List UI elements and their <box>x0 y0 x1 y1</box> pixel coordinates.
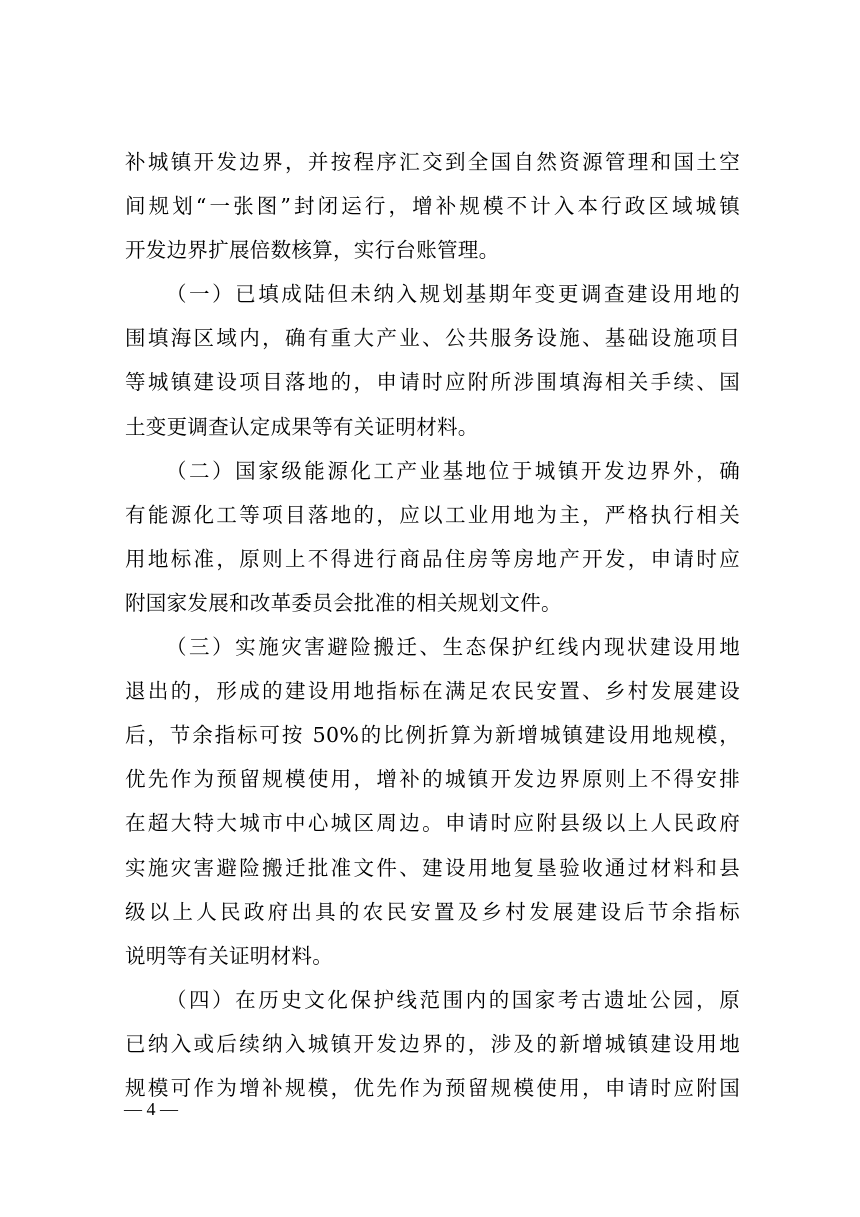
text-line: 开发边界扩展倍数核算，实行台账管理。 <box>125 238 500 263</box>
text-line: 补城镇开发边界，并按程序汇交到全国自然资源管理和国土空 <box>125 150 740 174</box>
text-line: 退出的，形成的建设用地指标在满足农民安置、乡村发展建设 <box>125 679 740 704</box>
text-line: 等城镇建设项目落地的，申请时应附所涉围填海相关手续、国 <box>125 370 740 395</box>
text-line: 围填海区域内，确有重大产业、公共服务设施、基础设施项目 <box>125 326 740 351</box>
text-line: 实施灾害避险搬迁批准文件、建设用地复垦验收通过材料和县 <box>125 855 740 880</box>
text-line: （三）实施灾害避险搬迁、生态保护红线内现状建设用地 <box>166 635 740 660</box>
text-line: （一）已填成陆但未纳入规划基期年变更调查建设用地的 <box>166 282 740 307</box>
text-line: 附国家发展和改革委员会批准的相关规划文件。 <box>125 590 562 615</box>
text-line: （四）在历史文化保护线范围内的国家考古遗址公园，原 <box>166 987 740 1012</box>
text-line: 在超大特大城市中心城区周边。申请时应附县级以上人民政府 <box>125 811 740 836</box>
text-line: 土变更调查认定成果等有关证明材料。 <box>125 414 479 439</box>
text-line: 有能源化工等项目落地的，应以工业用地为主，严格执行相关 <box>125 502 740 527</box>
text-line: 级以上人民政府出具的农民安置及乡村发展建设后节余指标 <box>125 899 740 924</box>
page-number: — 4 — <box>124 1099 178 1119</box>
body-text <box>125 140 740 1110</box>
text-line: 已纳入或后续纳入城镇开发边界的，涉及的新增城镇建设用地 <box>125 1031 740 1056</box>
text-line: 说明等有关证明材料。 <box>125 943 333 968</box>
text-line: 规模可作为增补规模，优先作为预留规模使用，申请时应附国 <box>125 1075 740 1100</box>
text-line: 用地标准，原则上不得进行商品住房等房地产开发，申请时应 <box>125 546 740 571</box>
text-line: 后，节余指标可按 50%的比例折算为新增城镇建设用地规模， <box>125 723 740 748</box>
text-line: 优先作为预留规模使用，增补的城镇开发边界原则上不得安排 <box>125 767 740 792</box>
text-line: 间规划“一张图”封闭运行，增补规模不计入本行政区域城镇 <box>125 194 740 219</box>
text-line: （二）国家级能源化工产业基地位于城镇开发边界外，确 <box>166 458 740 483</box>
